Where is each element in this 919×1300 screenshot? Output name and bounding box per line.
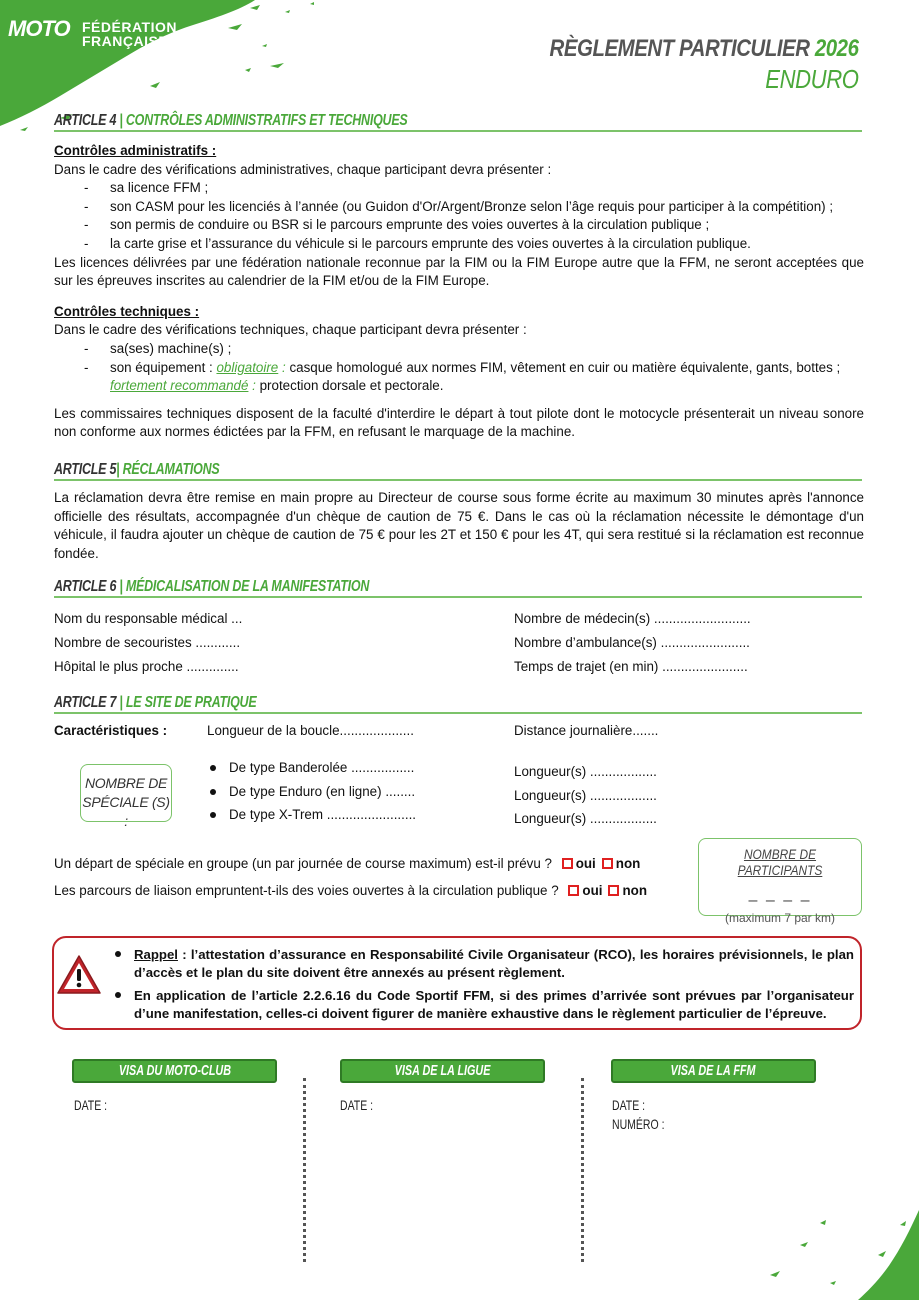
medical-left-1: Nom du responsable médical ...	[54, 611, 243, 626]
tech-label: Contrôles techniques :	[54, 303, 200, 319]
participants-note: (maximum 7 par km)	[724, 911, 835, 925]
medical-left-2: Nombre de secouristes ............	[54, 635, 241, 650]
list-item: De type Banderolée .................	[207, 760, 416, 784]
article4-body	[54, 142, 864, 442]
checkbox-oui[interactable]	[562, 858, 573, 869]
length-2: Longueur(s) ..................	[514, 787, 657, 803]
checkbox-non[interactable]	[608, 885, 619, 896]
title-year: 2026	[815, 35, 859, 62]
list-item: - son CASM pour les licenciés à l’année (ou Guidon d'Or/Argent/Bronze selon l’âge requis pour participer à la compétition) ;	[54, 198, 864, 217]
checkbox-non[interactable]	[602, 858, 613, 869]
tech-note: Les commissaires techniques disposent de la faculté d'interdire le départ à tout pilote dont le motocycle présenterait un niveau sonore non conforme aux normes édictées par la FFM, en refusant le marquage de la machine.	[54, 405, 864, 440]
warning-icon	[56, 954, 102, 996]
list-item: - son équipement : obligatoire : casque homologué aux normes FIM, vêtement en cuir ou matière équivalente, gants, bottes ; fortement recommandé : protection dorsale et pectorale.	[54, 359, 864, 396]
visa-ligue-header: VISA DE LA LIGUE	[340, 1059, 545, 1083]
special-count-box: NOMBRE DE SPÉCIALE (S) :	[80, 764, 172, 822]
admin-note: Les licences délivrées par une fédération nationale reconnue par la FIM ou la FIM Europe autre que la FFM, ne seront acceptées que sur les épreuves inscrites au calendrier de la FIM et/ou de la FIM Europe.	[54, 254, 864, 289]
boucle-length: Longueur de la boucle....................	[207, 723, 414, 738]
list-item: En application de l’article 2.2.6.16 du Code Sportif FFM, si des primes d’arrivée sont prévues par l’organisateur d’une manifestation, celles-ci doivent figurer de manière exhaustive dans le règlement particulier de l’épreuve.	[112, 987, 854, 1023]
title-sub: ENDURO	[765, 64, 859, 94]
list-item: - son permis de conduire ou BSR si le parcours emprunte des voies ouvertes à la circulation publique ;	[54, 216, 864, 235]
title-main: RÈGLEMENT PARTICULIER	[550, 35, 811, 62]
visa-club-header: VISA DU MOTO-CLUB	[72, 1059, 277, 1083]
checkbox-oui[interactable]	[568, 885, 579, 896]
visa-ffm-numero: NUMÉRO :	[612, 1116, 665, 1132]
participants-box	[698, 838, 862, 925]
participants-value[interactable]: – – – –	[748, 892, 812, 909]
participants-title: NOMBRE DE PARTICIPANTS	[737, 846, 823, 878]
logo-federation: FÉDÉRATION FRANÇAISE	[82, 19, 177, 49]
list-item: - sa(ses) machine(s) ;	[54, 340, 864, 359]
length-3: Longueur(s) ..................	[514, 811, 657, 826]
visa-ffm-date: DATE :	[612, 1097, 646, 1113]
distance-journaliere: Distance journalière.......	[514, 723, 659, 738]
warning-list	[112, 946, 854, 1028]
list-item: Rappel : l’attestation d’assurance en Responsabilité Civile Organisateur (RCO), les horaires prévisionnels, le plan d’accès et le plan du site doivent être annexés au présent règlement.	[112, 946, 854, 982]
admin-label: Contrôles administratifs :	[54, 143, 217, 158]
list-item: De type X-Trem ........................	[207, 807, 416, 831]
medical-left-3: Hôpital le plus proche ..............	[54, 659, 239, 674]
visa-divider-2	[581, 1078, 584, 1262]
visa-ffm-header: VISA DE LA FFM	[611, 1059, 816, 1083]
medical-right-3: Temps de trajet (en min) .......................	[514, 659, 748, 674]
tech-intro: Dans le cadre des vérifications techniques, chaque participant devra présenter :	[54, 322, 527, 338]
list-item: - la carte grise et l’assurance du véhicule si le parcours emprunte des voies ouvertes à la circulation publique.	[54, 235, 864, 254]
recommande-link: fortement recommandé	[110, 378, 249, 394]
article5-heading: ARTICLE 5| RÉCLAMATIONS	[54, 461, 862, 481]
list-item: De type Enduro (en ligne) ........	[207, 784, 416, 808]
tech-list	[54, 340, 864, 396]
article6-heading: ARTICLE 6 | MÉDICALISATION DE LA MANIFESTATION	[54, 578, 862, 598]
obligatoire-link: obligatoire	[216, 359, 279, 375]
special-types	[207, 760, 416, 831]
admin-list	[54, 179, 864, 253]
medical-right-2: Nombre d’ambulance(s) ........................	[514, 635, 750, 650]
visa-club-date: DATE :	[74, 1097, 108, 1113]
visa-divider-1	[303, 1078, 306, 1262]
document-title	[550, 34, 859, 94]
question-liaison: Les parcours de liaison empruntent-t-ils des voies ouvertes à la circulation publique ? oui non	[54, 883, 648, 898]
question-group-start: Un départ de spéciale en groupe (un par journée de course maximum) est-il prévu ? oui non	[54, 856, 641, 871]
medical-right-1: Nombre de médecin(s) ..........................	[514, 611, 751, 626]
article4-heading: ARTICLE 4 | CONTRÔLES ADMINISTRATIFS ET TECHNIQUES	[54, 112, 862, 132]
carac-label: Caractéristiques :	[54, 723, 168, 738]
admin-intro: Dans le cadre des vérifications administratives, chaque participant devra présenter :	[54, 161, 552, 177]
footer-brush-splash	[760, 1205, 919, 1300]
article5-text: La réclamation devra être remise en main propre au Directeur de course sous forme écrite au maximum 30 minutes après l'annonce officielle des résultats, accompagnée d'un chèque de caution de 75 €. Dans le cas où la réclamation nécessite le démontage d'un véhicule, il faudra ajouter un chèque de caution de 75 € pour les 2T et 150 € pour les 4T, qui sera restitué si la réclamation est reconnue fondée.	[54, 490, 864, 561]
logo-moto: MOTO	[8, 16, 70, 41]
length-1: Longueur(s) ..................	[514, 764, 657, 779]
visa-ligue-date: DATE :	[340, 1097, 374, 1113]
list-item: - sa licence FFM ;	[54, 179, 864, 198]
article7-heading: ARTICLE 7 | LE SITE DE PRATIQUE	[54, 694, 862, 714]
special-lengths	[514, 760, 657, 831]
